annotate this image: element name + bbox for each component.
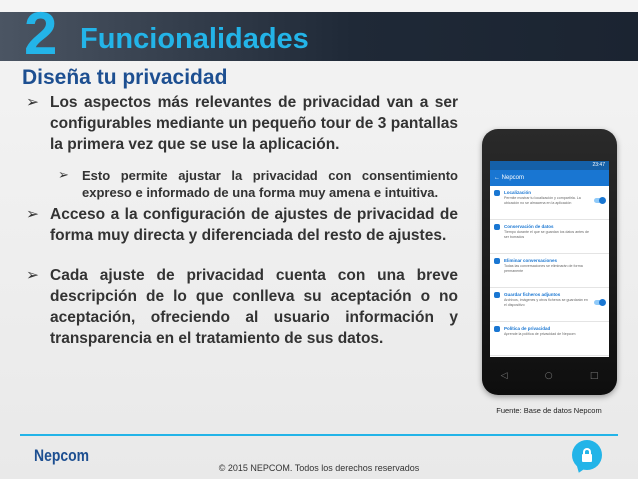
bullet-arrow-icon: ➢ [58,168,69,183]
privacy-setting-item[interactable] [490,322,609,356]
phone-app-title: Nepcom [501,175,525,181]
lock-body [582,454,592,462]
bullet-item [26,204,458,246]
footer-divider [20,434,618,436]
image-caption: Fuente: Base de datos Nepcom [496,406,602,415]
bullet-arrow-icon: ➢ [26,93,39,111]
bullet-item [26,265,458,349]
sub-bullet-item [58,167,458,201]
phone-status-bar: 23:47 [490,161,609,170]
section-subtitle: Diseña tu privacidad [22,66,228,89]
bullet-text: Acceso a la configuración de ajustes de privacidad de forma muy directa y diferenciada del resto de ajustes. [50,206,458,244]
bullet-list [26,92,458,349]
phone-screen [490,161,609,357]
policy-icon [494,326,500,332]
setting-title: Guardar ficheros adjuntos [504,292,561,297]
privacy-setting-item[interactable] [490,220,609,254]
page-title: Funcionalidades [80,23,309,55]
setting-toggle[interactable] [594,300,605,305]
setting-description: Todas las conversaciones se eliminarán de forma permanente [504,264,583,273]
bullet-arrow-icon: ➢ [26,266,39,284]
phone-mockup [482,129,617,395]
nav-home-icon[interactable]: ○ [544,371,553,381]
privacy-setting-item[interactable] [490,288,609,322]
bullet-text: Cada ajuste de privacidad cuenta con una breve descripción de lo que conlleva su aceptación o no aceptación, ofreciendo al usuario información y transparencia en el tratamiento de sus datos. [50,267,458,347]
location-icon [494,190,500,196]
setting-title: Localización [504,190,532,195]
section-number: 2 [24,0,58,67]
copyright-text: © 2015 NEPCOM. Todos los derechos reservados [218,463,420,473]
attachment-icon [494,292,500,298]
bullet-text: Los aspectos más relevantes de privacidad van a ser configurables mediante un pequeño tour de 3 pantallas la primera vez que se use la aplicación. [50,94,458,153]
nav-recents-icon[interactable]: □ [589,371,599,381]
privacy-setting-item[interactable] [490,254,609,288]
setting-toggle[interactable] [594,198,605,203]
setting-description: Permite mostrar tu localización y compartirla. La ubicación no se almacena en la aplicación [504,196,581,205]
sub-bullet-text: Esto permite ajustar la privacidad con consentimiento expreso e informado de una forma muy amena e intuitiva. [82,168,458,200]
setting-description: Tiempo durante el que se guardan los datos antes de ser borrados [504,230,589,239]
nav-back-icon[interactable]: ◁ [500,371,508,381]
bullet-arrow-icon: ➢ [26,205,39,223]
phone-nav-bar [482,367,617,385]
delete-icon [494,258,500,264]
setting-title: Política de privacidad [504,326,551,331]
setting-description: Aprende la política de privacidad de Nepcom [504,332,576,336]
back-arrow-icon[interactable]: ← [494,175,500,181]
brand-logo: Nepcom [34,446,90,465]
setting-title: Eliminar conversaciones [504,258,558,263]
bullet-item [26,92,458,155]
history-icon [494,224,500,230]
setting-description: Archivos, imágenes y otros ficheros se guardarán en el dispositivo [504,298,588,307]
privacy-setting-item[interactable] [490,186,609,220]
setting-title: Conservación de datos [504,224,554,229]
lock-icon [572,440,602,470]
phone-app-bar [490,170,609,186]
